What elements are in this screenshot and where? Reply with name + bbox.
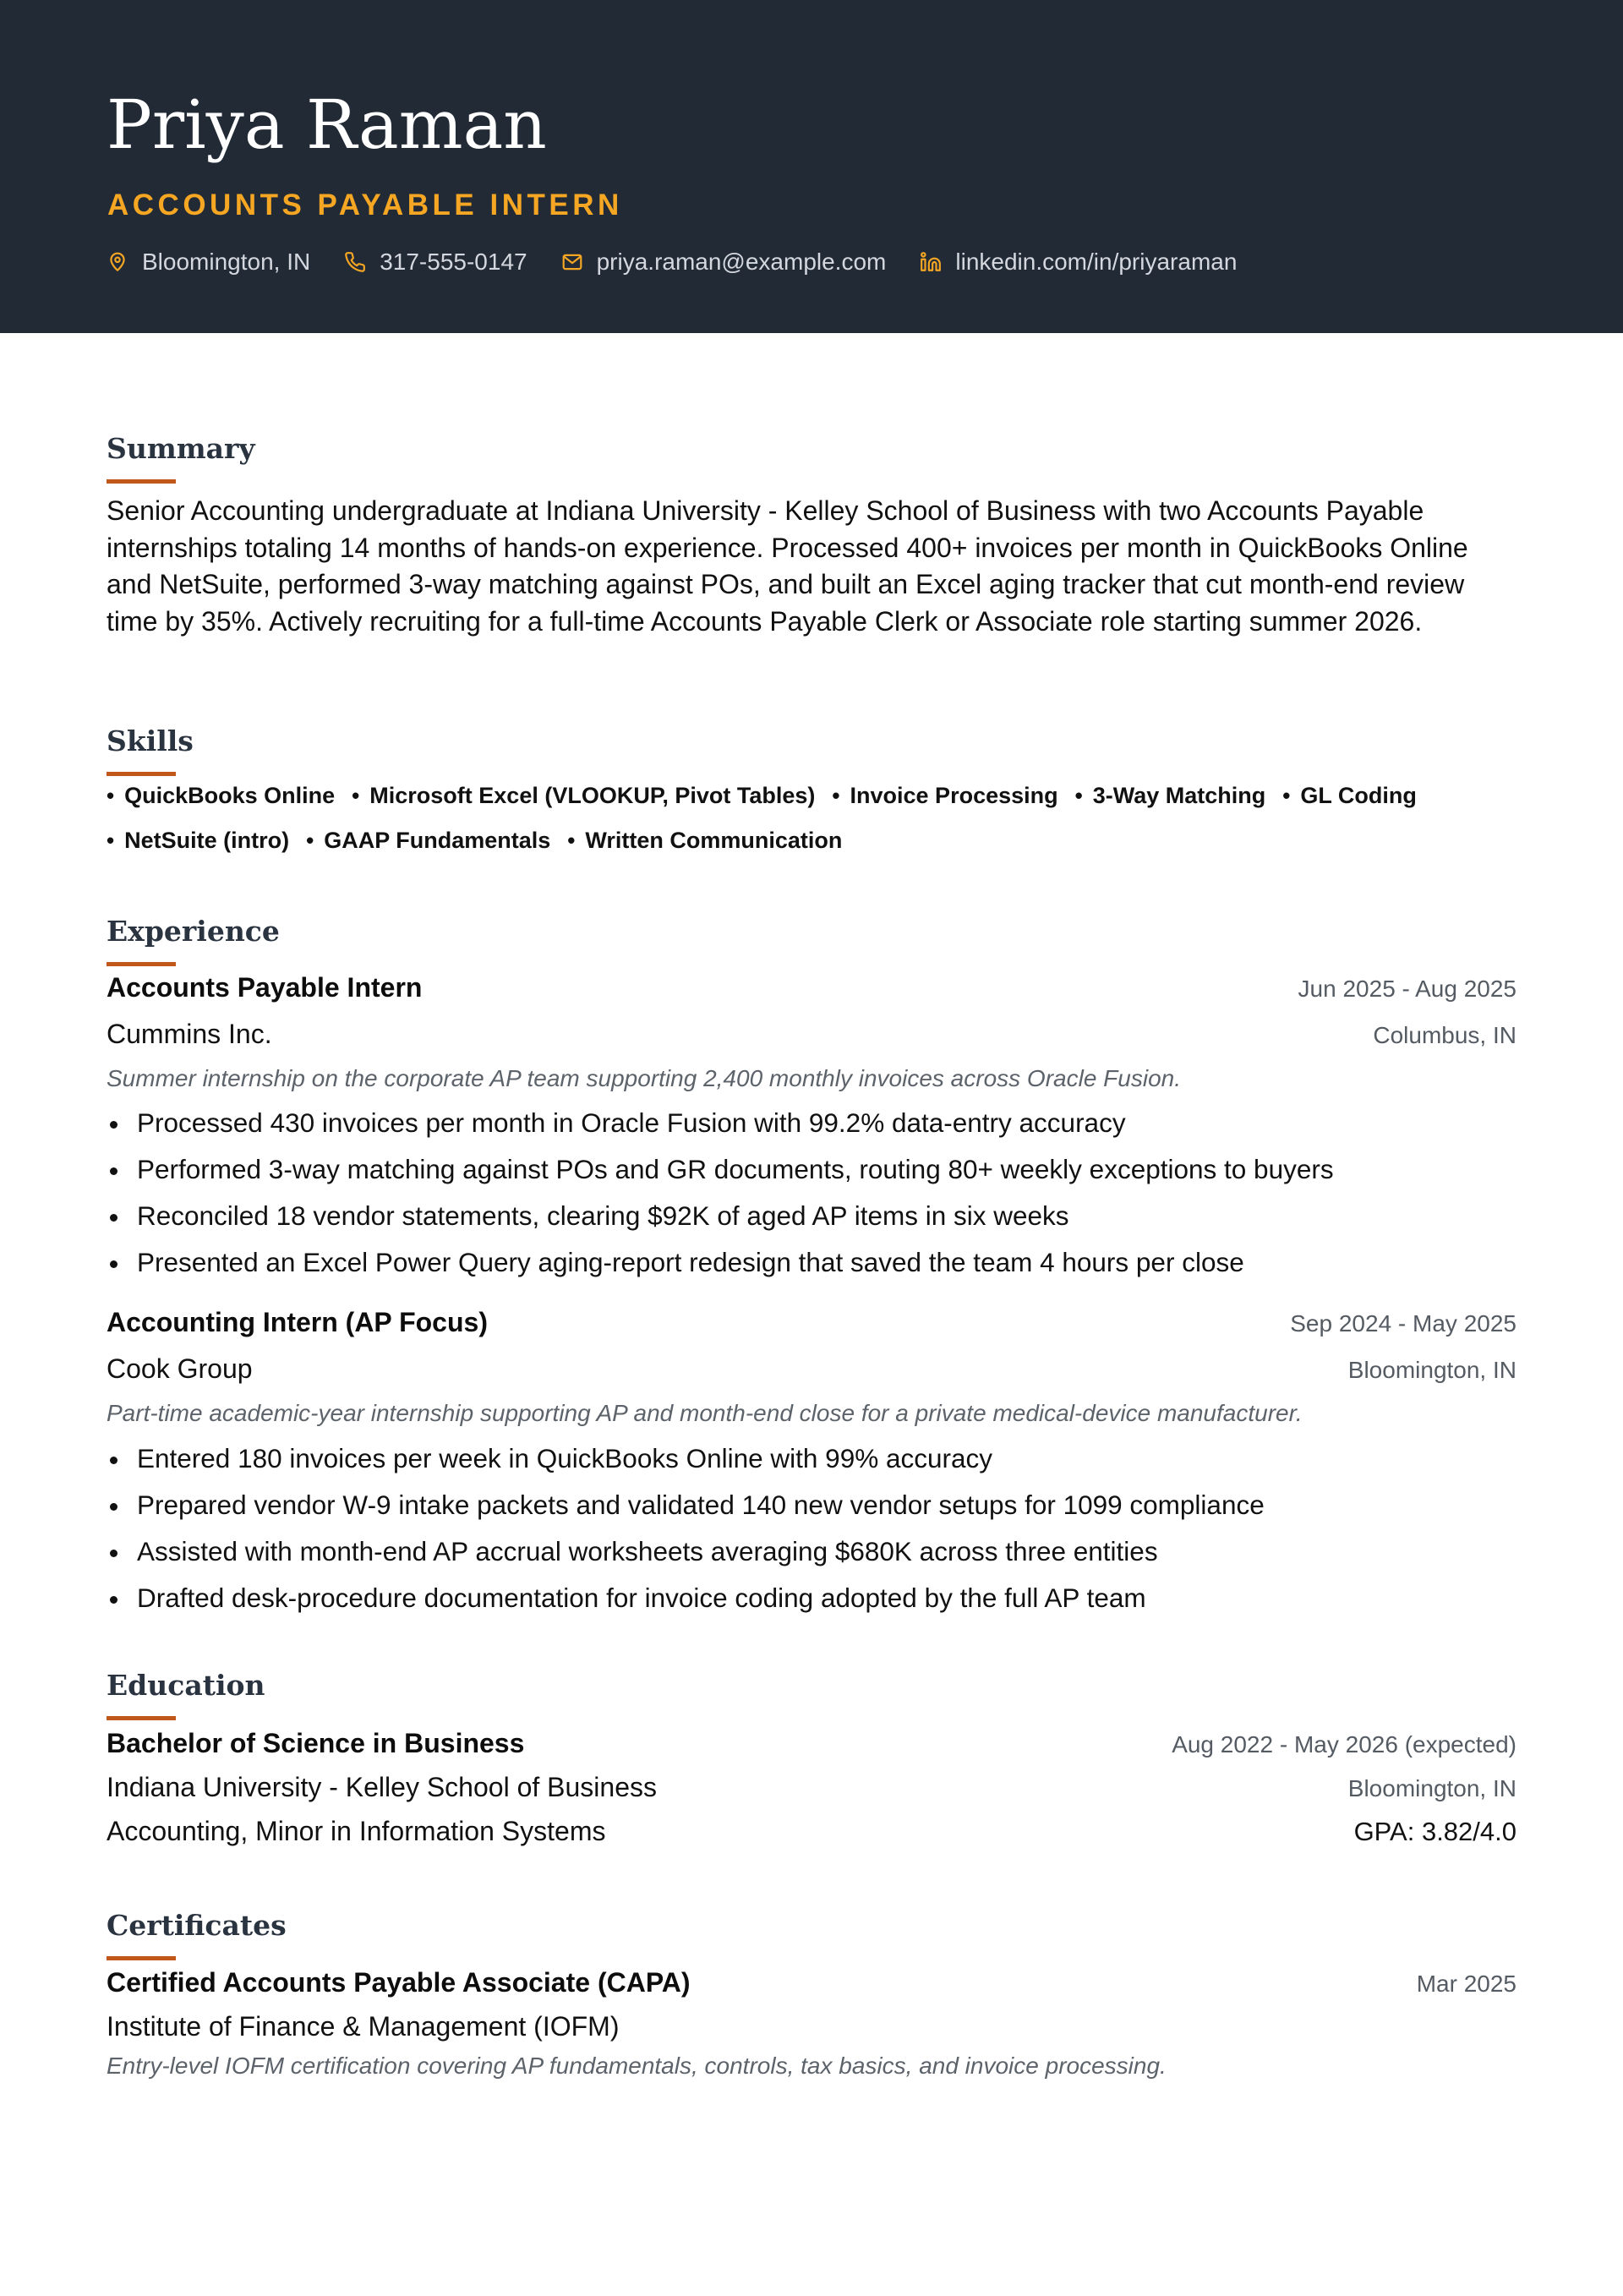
job-company-row <box>107 1353 1516 1385</box>
contact-email-link[interactable]: priya.raman@example.com <box>596 249 887 275</box>
experience-heading <box>107 917 1516 966</box>
skill-item: • Invoice Processing <box>832 783 1057 809</box>
list-item: Prepared vendor W-9 intake packets and validated 140 new vendor setups for 1099 compliance <box>107 1482 1544 1528</box>
skill-item: • GAAP Fundamentals <box>306 828 550 854</box>
job-header <box>107 972 1516 1003</box>
education-heading <box>107 1671 1516 1720</box>
contact-linkedin <box>920 249 1237 276</box>
certificate-issuer-row <box>107 2011 1516 2042</box>
job-dates: Sep 2024 - May 2025 <box>1290 1310 1516 1337</box>
contact-location-text: Bloomington, IN <box>142 249 311 275</box>
school-location: Bloomington, IN <box>1347 1775 1516 1801</box>
resume-header <box>0 0 1623 333</box>
skill-item: • NetSuite (intro) <box>107 828 289 854</box>
section-rule <box>107 479 176 484</box>
education-degree-row <box>107 1728 1516 1759</box>
list-item: Entered 180 invoices per week in QuickBooks Online with 99% accuracy <box>107 1435 1544 1482</box>
section-title: Skills <box>107 724 194 757</box>
skills-heading <box>107 724 1516 776</box>
job-title: Accounting Intern (AP Focus) <box>107 1307 488 1337</box>
job-description: Part-time academic-year internship supporting AP and month-end close for a private medical-device manufacturer. <box>107 1400 1303 1426</box>
phone-icon <box>344 251 366 273</box>
section-rule <box>107 1716 176 1720</box>
certificate-date: Mar 2025 <box>1416 1971 1516 1997</box>
certificate-row <box>107 1967 1516 1998</box>
skill-item: • 3-Way Matching <box>1075 783 1266 809</box>
location-pin-icon <box>107 251 128 273</box>
certificate-issuer: Institute of Finance & Management (IOFM) <box>107 2011 620 2042</box>
skill-item: • QuickBooks Online <box>107 783 335 809</box>
school: Indiana University - Kelley School of Business <box>107 1772 657 1802</box>
candidate-name: Priya Raman <box>107 85 547 164</box>
gpa: GPA: 3.82/4.0 <box>1353 1817 1516 1846</box>
contact-phone <box>344 249 527 276</box>
job-company-row <box>107 1019 1516 1050</box>
section-rule <box>107 772 176 776</box>
job-location: Columbus, IN <box>1373 1022 1516 1048</box>
list-item: Assisted with month-end AP accrual worksheets averaging $680K across three entities <box>107 1528 1544 1575</box>
summary-text: Senior Accounting undergraduate at Indiana University - Kelley School of Business with two Accounts Payable internships totaling 14 months of hands-on experience. Processed 400+ invoices per month in QuickBooks Online and NetSuite, performed 3-way matching against POs, and built an Excel aging tracker that cut month-end review time by 35%. Actively recruiting for a full-time Accounts Payable Clerk or Associate role starting summer 2026. <box>107 495 1468 637</box>
job-header <box>107 1307 1516 1338</box>
job-bullets <box>107 1100 1544 1286</box>
job-title: Accounts Payable Intern <box>107 972 423 1003</box>
degree: Bachelor of Science in Business <box>107 1728 525 1758</box>
contact-email <box>561 249 887 276</box>
section-rule <box>107 962 176 966</box>
section-title: Education <box>107 1669 265 1702</box>
job-bullets <box>107 1435 1544 1621</box>
skills-row-2 <box>107 828 1544 854</box>
major: Accounting, Minor in Information Systems <box>107 1816 606 1846</box>
contact-linkedin-link[interactable]: linkedin.com/in/priyaraman <box>955 249 1238 275</box>
section-title: Certificates <box>107 1909 287 1942</box>
job-dates: Jun 2025 - Aug 2025 <box>1298 976 1516 1002</box>
candidate-role: ACCOUNTS PAYABLE INTERN <box>107 189 623 221</box>
certificates-heading <box>107 1911 1516 1960</box>
section-title: Summary <box>107 432 255 465</box>
list-item: Reconciled 18 vendor statements, clearing $92K of aged AP items in six weeks <box>107 1193 1544 1239</box>
linkedin-icon <box>920 251 942 273</box>
section-title: Experience <box>107 915 280 948</box>
job-company: Cook Group <box>107 1353 253 1384</box>
list-item: Processed 430 invoices per month in Oracle Fusion with 99.2% data-entry accuracy <box>107 1100 1544 1146</box>
envelope-icon <box>561 251 583 273</box>
job-company: Cummins Inc. <box>107 1019 272 1049</box>
section-rule <box>107 1956 176 1960</box>
skill-item: • Written Communication <box>567 828 842 854</box>
contact-location <box>107 249 310 276</box>
list-item: Performed 3-way matching against POs and GR documents, routing 80+ weekly exceptions to buyers <box>107 1146 1544 1193</box>
contact-phone-text[interactable]: 317-555-0147 <box>380 249 527 275</box>
education-school-row <box>107 1772 1516 1803</box>
summary-heading <box>107 432 1516 484</box>
job-description: Summer internship on the corporate AP team supporting 2,400 monthly invoices across Oracle Fusion. <box>107 1065 1181 1091</box>
skill-item: • GL Coding <box>1282 783 1417 809</box>
contact-bar <box>107 247 1271 277</box>
list-item: Presented an Excel Power Query aging-report redesign that saved the team 4 hours per close <box>107 1239 1544 1286</box>
education-major-row <box>107 1816 1516 1847</box>
certificate-description: Entry-level IOFM certification covering AP fundamentals, controls, tax basics, and invoice processing. <box>107 2053 1167 2079</box>
education-dates: Aug 2022 - May 2026 (expected) <box>1172 1731 1516 1758</box>
skill-item: • Microsoft Excel (VLOOKUP, Pivot Tables) <box>352 783 815 809</box>
job-location: Bloomington, IN <box>1347 1357 1516 1383</box>
skills-row-1 <box>107 783 1544 809</box>
certificate-name: Certified Accounts Payable Associate (CAPA) <box>107 1967 691 1998</box>
list-item: Drafted desk-procedure documentation for invoice coding adopted by the full AP team <box>107 1575 1544 1621</box>
